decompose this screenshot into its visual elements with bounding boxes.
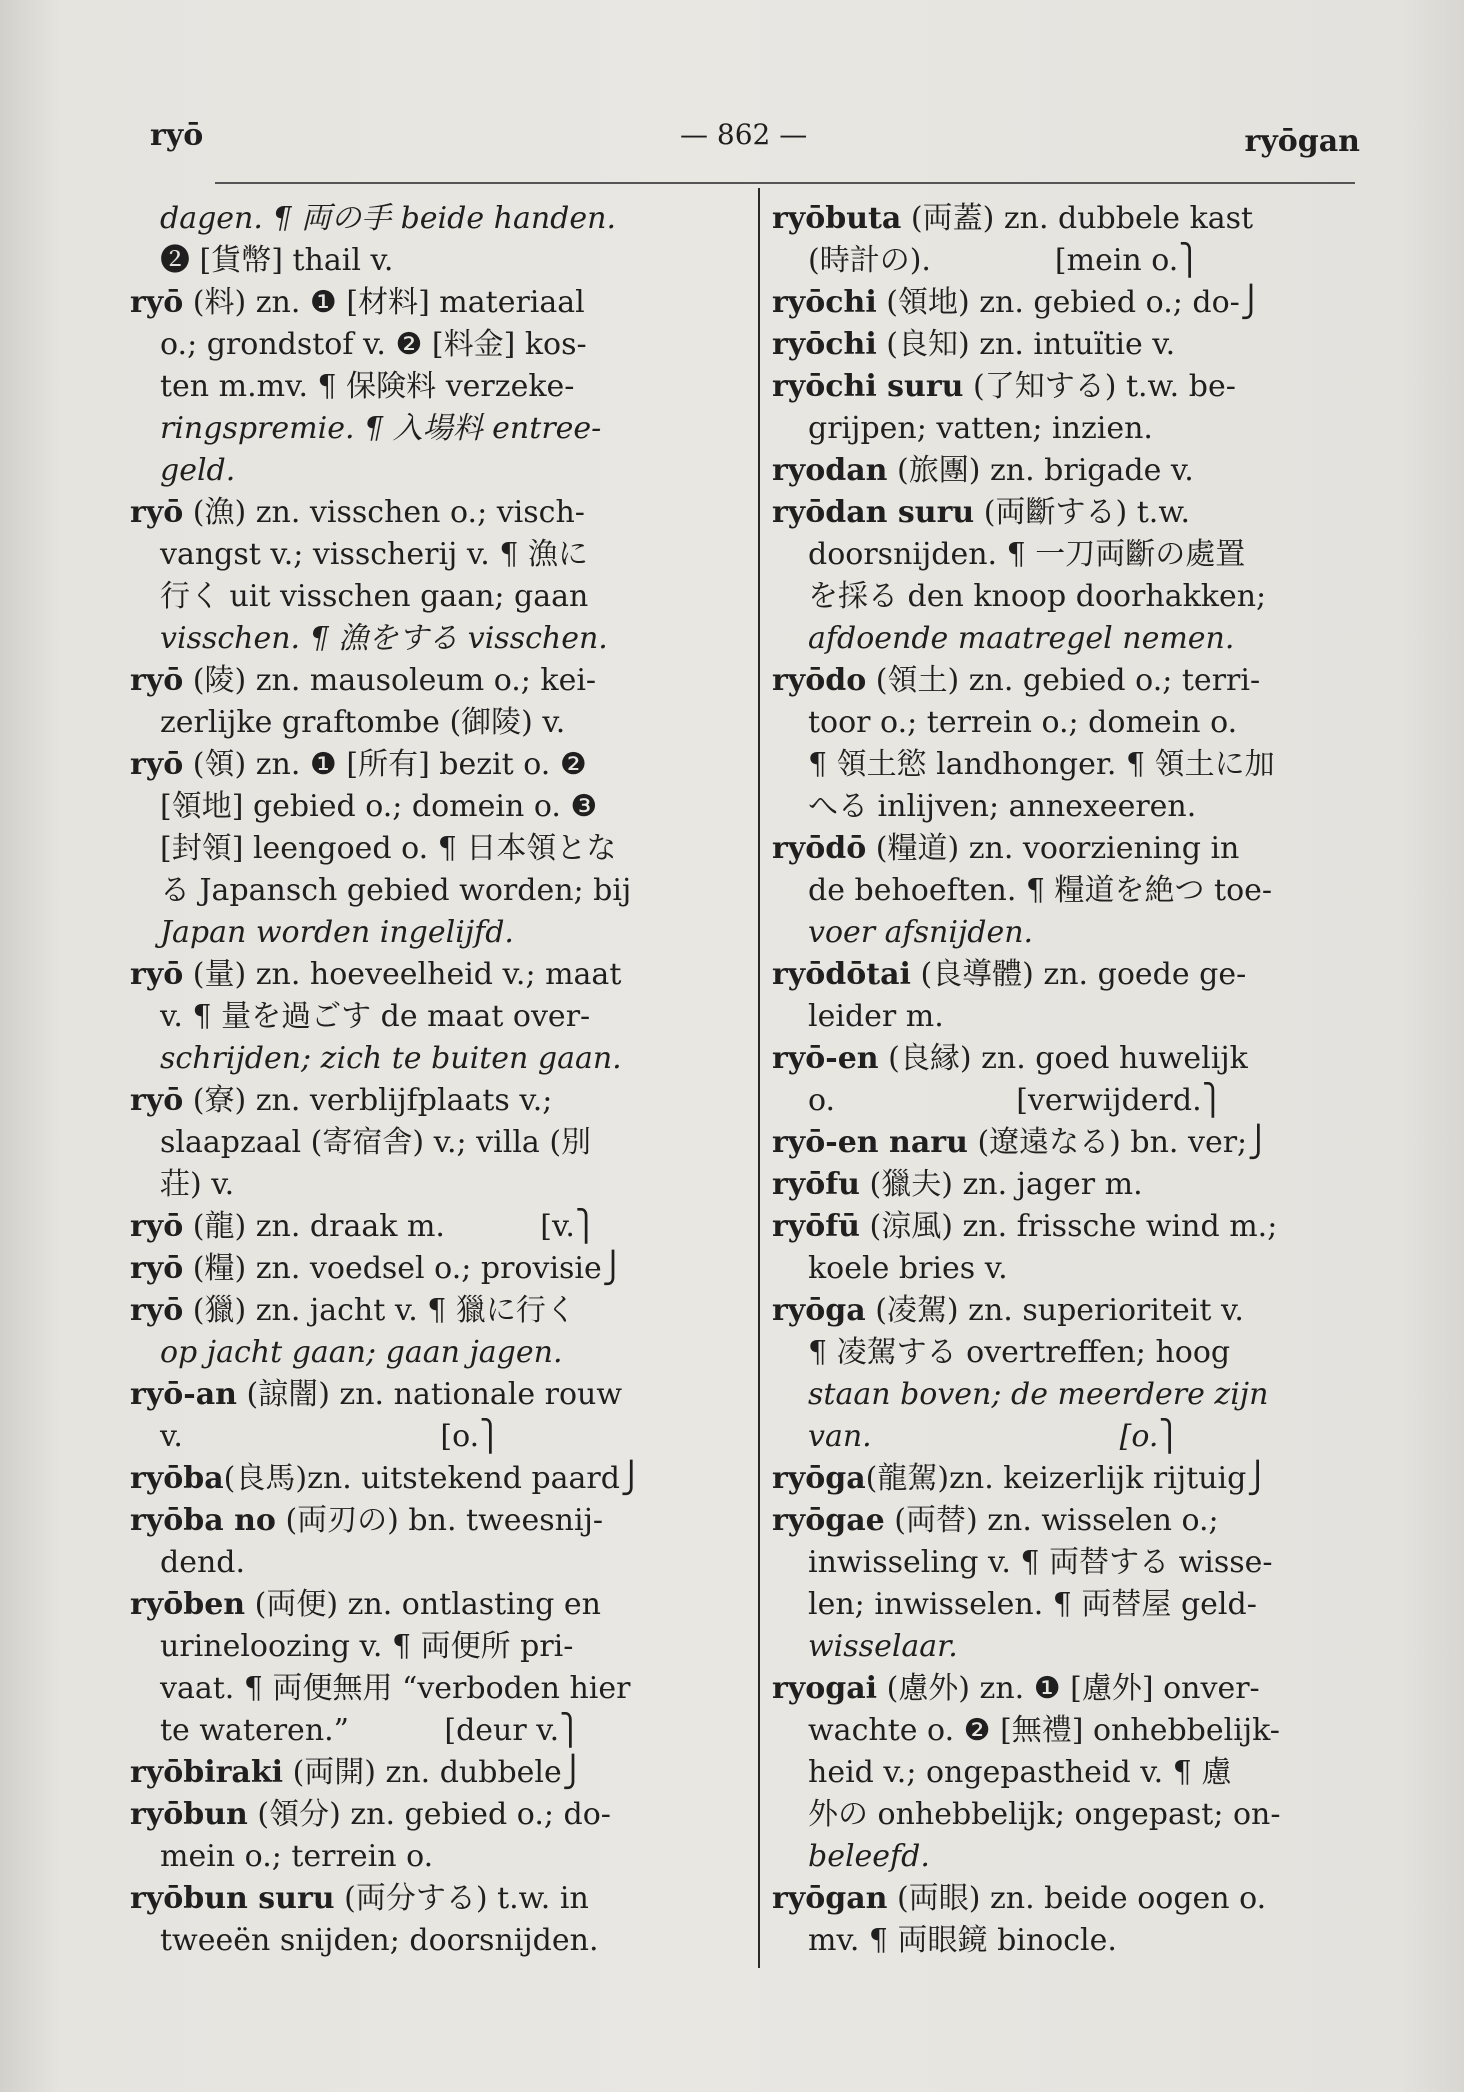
dictionary-line [130,1668,730,1710]
headword: ryōchi [772,285,877,320]
entry-text: van. [o.⎫ [808,1419,1181,1454]
dictionary-line [772,576,1362,618]
dictionary-line [130,408,730,450]
dictionary-line [130,492,730,534]
dictionary-line [130,324,730,366]
headword: ryōba no [130,1503,276,1538]
headword: ryōchi [772,327,877,362]
entry-text: staan boven; de meerdere zijn [808,1377,1269,1412]
headword: ryō [130,1293,184,1328]
entry-text: 荘) v. [160,1167,235,1202]
headword: ryōga [772,1461,866,1496]
entry-text: schrijden; zich te buiten gaan. [160,1041,622,1076]
dictionary-line [772,1626,1362,1668]
dictionary-line [130,1458,730,1500]
dictionary-line [772,1584,1362,1626]
entry-text: 外の onhebbelijk; ongepast; on- [808,1797,1281,1832]
page-number: — 862 — [680,118,808,151]
entry-text: beleefd. [808,1839,930,1874]
dictionary-line [772,1878,1362,1920]
dictionary-line [130,1206,730,1248]
dictionary-line [772,618,1362,660]
dictionary-line [130,1584,730,1626]
dictionary-line [130,198,730,240]
headword: ryōbuta [772,201,902,236]
page-header [150,118,1360,168]
entry-text: ten m.mv. ¶ 保険料 verzeke- [160,369,575,404]
dictionary-line [772,240,1362,282]
dictionary-line [772,912,1362,954]
headword: ryōdō [772,831,867,866]
dictionary-line [130,744,730,786]
dictionary-line [772,744,1362,786]
entry-text: toor o.; terrein o.; domein o. [808,705,1238,740]
entry-text: inwisseling v. ¶ 両替する wisse- [808,1545,1273,1580]
entry-text: ❷ [貨幣] thail v. [160,243,394,278]
dictionary-line [130,1332,730,1374]
dictionary-line [772,1752,1362,1794]
headword: ryōchi suru [772,369,964,404]
headword: ryogai [772,1671,878,1706]
dictionary-line [772,786,1362,828]
entry-text: mv. ¶ 両眼鏡 binocle. [808,1923,1117,1958]
entry-text: te wateren.” [deur v.⎫ [160,1713,582,1748]
entry-text: o.; grondstof v. ❷ [料金] kos- [160,327,587,362]
entry-text: Japan worden ingelijfd. [160,915,514,950]
header-right-guide-word: ryōgan [1244,124,1360,159]
dictionary-line [130,1794,730,1836]
dictionary-line [130,1710,730,1752]
entry-text: visschen. ¶ 漁をする visschen. [160,621,608,656]
right-column [772,198,1362,1962]
dictionary-line [772,198,1362,240]
entry-text: (獵夫) zn. jager m. [859,1167,1143,1202]
entry-text: (両替) zn. wisselen o.; [884,1503,1219,1538]
entry-text: op jacht gaan; gaan jagen. [160,1335,563,1370]
dictionary-line [772,1290,1362,1332]
dictionary-line [772,1668,1362,1710]
headword: ryōbiraki [130,1755,284,1790]
dictionary-line [772,366,1362,408]
entry-text: (涼風) zn. frissche wind m.; [859,1209,1278,1244]
dictionary-line [130,954,730,996]
dictionary-line [130,1122,730,1164]
entry-text: geld. [160,453,236,488]
header-left-guide-word: ryō [150,118,204,153]
dictionary-line [772,324,1362,366]
entry-text: wachte o. ❷ [無禮] onhebbelijk- [808,1713,1280,1748]
headword: ryōdan suru [772,495,975,530]
dictionary-line [130,1836,730,1878]
dictionary-line [772,1374,1362,1416]
dictionary-line [772,1164,1362,1206]
dictionary-line [130,660,730,702]
entry-text: voer afsnijden. [808,915,1034,950]
entry-text: dagen. ¶ 両の手 beide handen. [160,201,616,236]
dictionary-line [130,1416,730,1458]
entry-text: [封領] leengoed o. ¶ 日本領とな [160,831,617,866]
entry-text: (諒闇) zn. nationale rouw [236,1377,623,1412]
dictionary-line [772,1122,1362,1164]
headword: ryō [130,285,184,320]
headword: ryō [130,1251,184,1286]
entry-text: tweeën snijden; doorsnijden. [160,1923,599,1958]
entry-text: v. ¶ 量を過ごす de maat over- [160,999,591,1034]
dictionary-line [130,576,730,618]
headword: ryōben [130,1587,246,1622]
dictionary-line [130,534,730,576]
headword: ryō-an [130,1377,237,1412]
dictionary-line [130,828,730,870]
entry-text: (遼遠なる) bn. ver;⎭ [967,1125,1270,1160]
dictionary-line [772,408,1362,450]
dictionary-line [130,912,730,954]
headword: ryōbun [130,1797,248,1832]
entry-text: (両蓋) zn. dubbele kast [901,201,1254,236]
dictionary-line [130,1374,730,1416]
entry-text: (領土) zn. gebied o.; terri- [866,663,1261,698]
entry-text: 行く uit visschen gaan; gaan [160,579,589,614]
entry-text: (旅團) zn. brigade v. [887,453,1194,488]
column-divider [758,188,760,1968]
headword: ryō [130,663,184,698]
entry-text: o. [verwijderd.⎫ [808,1083,1225,1118]
dictionary-line [772,1080,1362,1122]
entry-text: ¶ 領土慾 landhonger. ¶ 領土に加 [808,747,1275,782]
entry-text: heid v.; ongepastheid v. ¶ 慮 [808,1755,1232,1790]
entry-text: [領地] gebied o.; domein o. ❸ [160,789,598,824]
headword: ryōgae [772,1503,885,1538]
dictionary-line [772,1416,1362,1458]
dictionary-line [772,1332,1362,1374]
entry-text: (良導體) zn. goede ge- [910,957,1247,992]
headword: ryō-en naru [772,1125,968,1160]
entry-text: vaat. ¶ 両便無用 “verboden hier [160,1671,631,1706]
dictionary-line [130,450,730,492]
entry-text: doorsnijden. ¶ 一刀両斷の處置 [808,537,1246,572]
entry-text: (料) zn. ❶ [材料] materiaal [183,285,585,320]
entry-text: を採る den knoop doorhakken; [808,579,1267,614]
entry-text: vangst v.; visscherij v. ¶ 漁に [160,537,588,572]
dictionary-line [130,1752,730,1794]
headword: ryō [130,495,184,530]
entry-text: afdoende maatregel nemen. [808,621,1235,656]
header-rule [215,182,1355,184]
dictionary-line [772,870,1362,912]
entry-text: (領) zn. ❶ [所有] bezit o. ❷ [183,747,587,782]
entry-text: (龍) zn. draak m. [v.⎫ [183,1209,598,1244]
entry-text: (凌駕) zn. superioriteit v. [865,1293,1244,1328]
entry-text: (糧道) zn. voorziening in [866,831,1240,866]
dictionary-line [772,1206,1362,1248]
entry-text: (領地) zn. gebied o.; do-⎭ [876,285,1263,320]
entry-text: (両開) zn. dubbele⎭ [283,1755,585,1790]
dictionary-line [130,1290,730,1332]
dictionary-line [772,1710,1362,1752]
headword: ryōfu [772,1167,860,1202]
entry-text: koele bries v. [808,1251,1008,1286]
dictionary-line [130,702,730,744]
entry-text: leider m. [808,999,944,1034]
headword: ryōga [772,1293,866,1328]
entry-text: (両分する) t.w. in [334,1881,589,1916]
entry-text: (時計の). [mein o.⎫ [808,243,1201,278]
dictionary-line [130,1038,730,1080]
left-column [130,198,730,1962]
dictionary-line [772,1038,1362,1080]
entry-text: (両斷する) t.w. [974,495,1190,530]
entry-text: de behoeften. ¶ 糧道を絶つ toe- [808,873,1273,908]
entry-text: dend. [160,1545,246,1580]
entry-text: (両便) zn. ontlasting en [245,1587,601,1622]
entry-text: len; inwisselen. ¶ 両替屋 geld- [808,1587,1257,1622]
dictionary-line [772,282,1362,324]
entry-text: (領分) zn. gebied o.; do- [247,1797,611,1832]
dictionary-line [130,1542,730,1584]
dictionary-line [772,1500,1362,1542]
entry-text: ¶ 凌駕する overtreffen; hoog [808,1335,1231,1370]
dictionary-line [130,282,730,324]
dictionary-line [130,786,730,828]
dictionary-line [772,450,1362,492]
dictionary-line [772,1794,1362,1836]
dictionary-line [130,1248,730,1290]
entry-text: (量) zn. hoeveelheid v.; maat [183,957,622,992]
dictionary-line [130,996,730,1038]
entry-text: (寮) zn. verblijfplaats v.; [183,1083,553,1118]
entry-text: zerlijke graftombe (御陵) v. [160,705,566,740]
headword: ryō [130,1209,184,1244]
entry-text: (慮外) zn. ❶ [慮外] onver- [877,1671,1260,1706]
dictionary-line [772,996,1362,1038]
dictionary-line [772,1248,1362,1290]
dictionary-line [772,1920,1362,1962]
entry-text: grijpen; vatten; inzien. [808,411,1153,446]
dictionary-line [772,702,1362,744]
headword: ryō [130,1083,184,1118]
headword: ryō [130,957,184,992]
headword: ryodan [772,453,888,488]
headword: ryō-en [772,1041,879,1076]
dictionary-line [772,1458,1362,1500]
entry-text: wisselaar. [808,1629,958,1664]
dictionary-line [130,366,730,408]
dictionary-line [130,1500,730,1542]
entry-text: ringspremie. ¶ 入場料 entree- [160,411,602,446]
dictionary-line [772,534,1362,576]
entry-text: (陵) zn. mausoleum o.; kei- [183,663,597,698]
dictionary-line [130,1080,730,1122]
entry-text: (漁) zn. visschen o.; visch- [183,495,585,530]
dictionary-line [772,492,1362,534]
entry-text: へる inlijven; annexeeren. [808,789,1197,824]
dictionary-line [130,240,730,282]
headword: ryōgan [772,1881,888,1916]
headword: ryōdo [772,663,867,698]
entry-text: (糧) zn. voedsel o.; provisie⎭ [183,1251,625,1286]
entry-text: (良縁) zn. goed huwelijk [878,1041,1248,1076]
dictionary-line [130,1920,730,1962]
headword: ryōba [130,1461,224,1496]
entry-text: (獵) zn. jacht v. ¶ 獵に行く [183,1293,576,1328]
entry-text: (了知する) t.w. be- [963,369,1236,404]
dictionary-line [772,828,1362,870]
dictionary-line [772,1542,1362,1584]
dictionary-line [772,660,1362,702]
headword: ryō [130,747,184,782]
entry-text: mein o.; terrein o. [160,1839,434,1874]
entry-text: (良馬)zn. uitstekend paard⎭ [223,1461,643,1496]
dictionary-line [130,1878,730,1920]
dictionary-line [130,1626,730,1668]
entry-text: slaapzaal (寄宿舎) v.; villa (別 [160,1125,592,1160]
dictionary-line [130,870,730,912]
entry-text: る Japansch gebied worden; bij [160,873,632,908]
dictionary-line [130,618,730,660]
headword: ryōdōtai [772,957,911,992]
dictionary-line [772,1836,1362,1878]
entry-text: (龍駕)zn. keizerlijk rijtuig⎭ [865,1461,1269,1496]
entry-text: urineloozing v. ¶ 両便所 pri- [160,1629,574,1664]
entry-text: (両刃の) bn. tweesnij- [275,1503,604,1538]
dictionary-line [772,954,1362,996]
entry-text: v. [o.⎫ [160,1419,502,1454]
headword: ryōbun suru [130,1881,335,1916]
headword: ryōfū [772,1209,860,1244]
entry-text: (両眼) zn. beide oogen o. [887,1881,1267,1916]
dictionary-line [130,1164,730,1206]
entry-text: (良知) zn. intuïtie v. [876,327,1176,362]
